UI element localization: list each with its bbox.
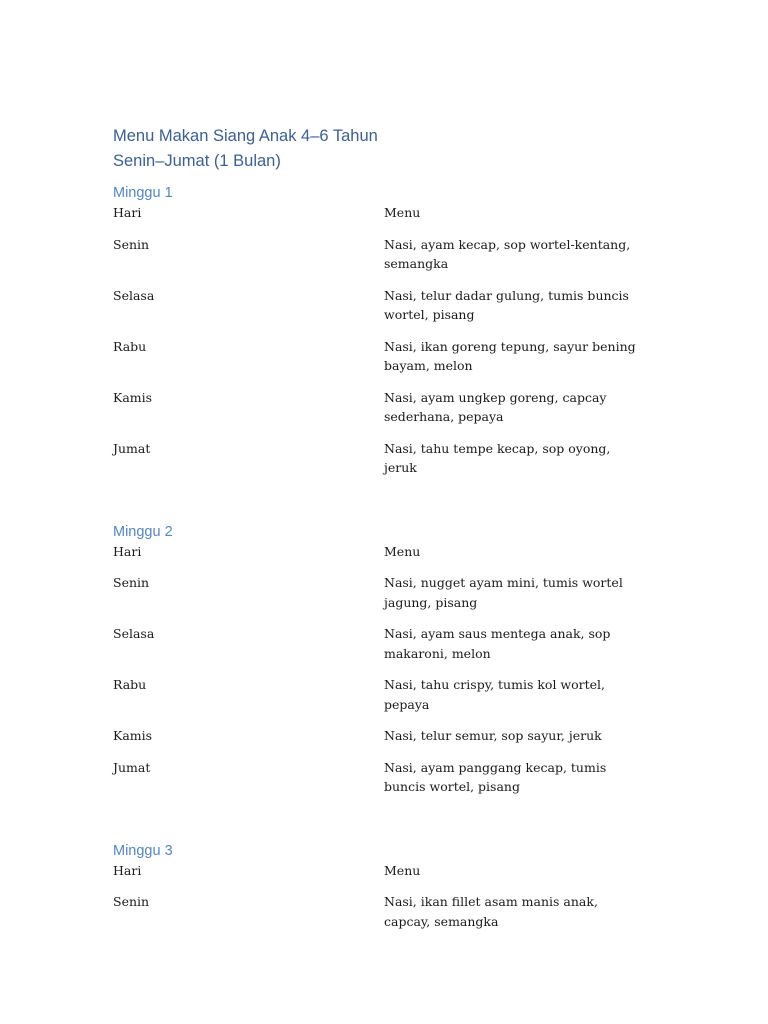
- header-day: Hari: [113, 862, 142, 878]
- table-row: [113, 892, 653, 931]
- week-heading: Minggu 2: [113, 523, 173, 540]
- menu-cell: Nasi, nugget ayam mini, tumis wortel jagung, pisang: [384, 575, 623, 610]
- day-cell: Senin: [113, 236, 150, 252]
- table-row: [113, 573, 653, 612]
- week-heading: Minggu 1: [113, 185, 173, 201]
- table-row: [113, 388, 653, 427]
- day-cell: Senin: [113, 894, 150, 909]
- day-cell: Senin: [113, 575, 150, 590]
- day-cell: Jumat: [113, 440, 151, 456]
- menu-cell: Nasi, telur dadar gulung, tumis buncis wortel, pisang: [384, 287, 629, 322]
- day-cell: Jumat: [113, 759, 151, 775]
- day-cell: Rabu: [113, 677, 147, 692]
- table-row: [113, 726, 653, 746]
- header-day: Hari: [113, 543, 142, 559]
- document-page: [113, 124, 653, 931]
- menu-cell: Nasi, ayam kecap, sop wortel-kentang, semangka: [384, 236, 631, 271]
- table-row: [113, 675, 653, 714]
- day-cell: Selasa: [113, 287, 155, 303]
- table-row: [113, 286, 653, 325]
- day-cell: Selasa: [113, 626, 155, 641]
- header-menu: Menu: [384, 543, 421, 559]
- menu-cell: Nasi, telur semur, sop sayur, jeruk: [384, 728, 602, 743]
- document-title-line2: Senin–Jumat (1 Bulan): [113, 152, 281, 170]
- table-row: [113, 624, 653, 663]
- menu-cell: Nasi, ayam ungkep goreng, capcay sederhana, pepaya: [384, 389, 607, 424]
- menu-cell: Nasi, ikan goreng tepung, sayur bening bayam, melon: [384, 338, 636, 373]
- header-menu: Menu: [384, 862, 421, 878]
- header-menu: Menu: [384, 205, 421, 220]
- menu-cell: Nasi, ayam saus mentega anak, sop makaroni, melon: [384, 626, 611, 661]
- menu-cell: Nasi, ikan fillet asam manis anak, capcay, semangka: [384, 894, 598, 929]
- document-title-line1: Menu Makan Siang Anak 4–6 Tahun: [113, 127, 378, 145]
- day-cell: Rabu: [113, 338, 147, 354]
- table-row: [113, 337, 653, 376]
- menu-cell: Nasi, ayam panggang kecap, tumis buncis wortel, pisang: [384, 759, 607, 794]
- week-3-section: [113, 842, 653, 932]
- header-day: Hari: [113, 205, 142, 220]
- table-row: [113, 758, 653, 797]
- table-row: [113, 439, 653, 478]
- table-header-row: [113, 542, 653, 562]
- table-row: [113, 235, 653, 274]
- week-heading: Minggu 3: [113, 842, 173, 859]
- week-2-section: [113, 523, 653, 797]
- menu-cell: Nasi, tahu crispy, tumis kol wortel, pepaya: [384, 677, 606, 712]
- table-header-row: [113, 203, 653, 223]
- day-cell: Kamis: [113, 389, 153, 405]
- table-header-row: [113, 861, 653, 881]
- menu-cell: Nasi, tahu tempe kecap, sop oyong, jeruk: [384, 440, 611, 475]
- day-cell: Kamis: [113, 728, 153, 743]
- week-1-section: [113, 184, 653, 478]
